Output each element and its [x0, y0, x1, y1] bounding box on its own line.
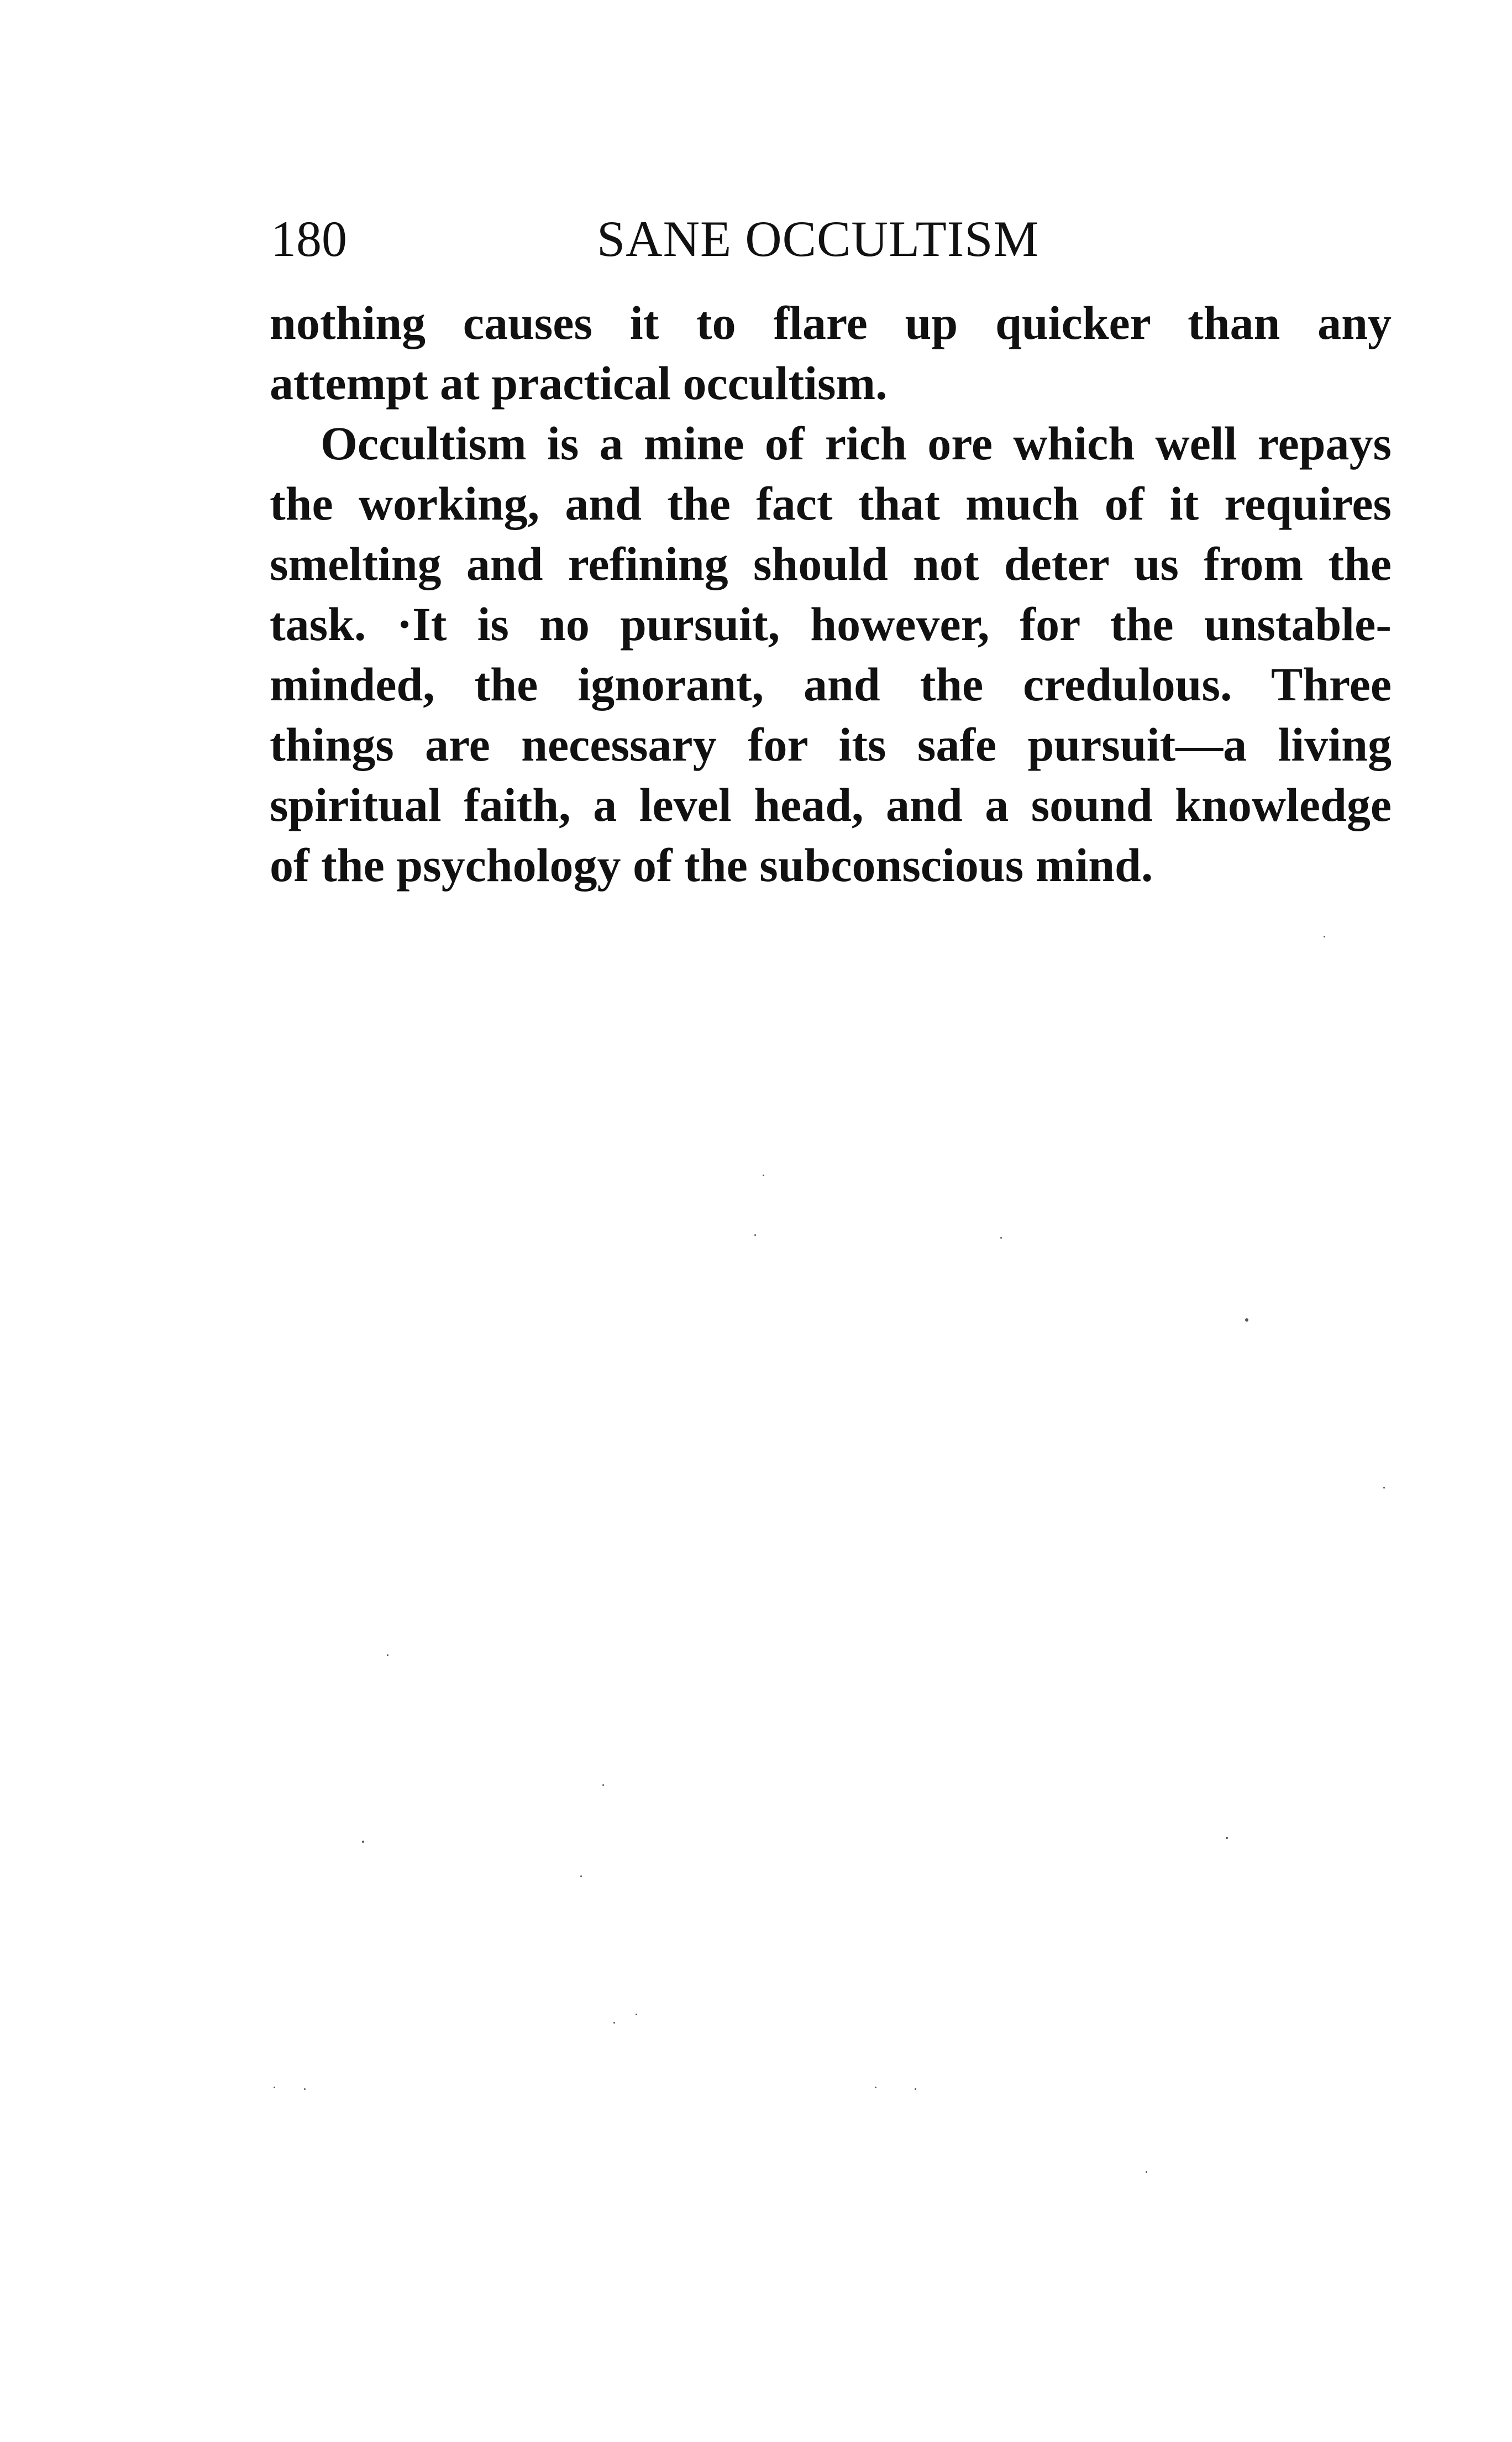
scan-speck: [613, 2022, 615, 2024]
scan-speck: [1226, 1837, 1228, 1839]
scan-speck: [763, 1175, 764, 1176]
scan-speck: [274, 2087, 275, 2088]
running-head: [271, 206, 1393, 272]
body-text: [270, 293, 1392, 895]
scan-speck: [602, 1784, 604, 1786]
scan-speck: [1324, 936, 1325, 937]
running-title: SANE OCCULTISM: [597, 211, 1040, 267]
scan-speck: [1245, 1318, 1248, 1322]
scan-speck: [362, 1841, 364, 1843]
text-line: the working, and the fact that much of it requires: [270, 477, 1392, 530]
scan-speck: [1383, 1487, 1385, 1489]
scan-speck: [875, 2087, 876, 2088]
text-line: things are necessary for its safe pursuit—a living: [270, 718, 1392, 771]
scan-speck: [1000, 1237, 1002, 1239]
text-line: task. ·It is no pursuit, however, for the unstable-: [270, 598, 1392, 651]
scan-speck: [580, 1875, 582, 1877]
text-line: Occultism is a mine of rich ore which well repays: [321, 417, 1392, 470]
page-number: 180: [271, 211, 347, 267]
scan-speck: [387, 1654, 389, 1656]
scan-speck: [636, 2014, 637, 2015]
text-line: smelting and refining should not deter us from the: [270, 537, 1392, 590]
scan-speck: [754, 1234, 756, 1236]
text-line: attempt at practical occultism.: [270, 357, 888, 410]
text-line: nothing causes it to flare up quicker than any: [270, 296, 1392, 349]
text-line: spiritual faith, a level head, and a sound knowledge: [270, 778, 1392, 831]
scan-speck: [1146, 2171, 1147, 2173]
scan-speck: [915, 2088, 916, 2090]
text-line: of the psychology of the subconscious mind.: [270, 839, 1153, 892]
scan-speck: [304, 2088, 306, 2090]
text-line: minded, the ignorant, and the credulous. Three: [270, 658, 1392, 711]
